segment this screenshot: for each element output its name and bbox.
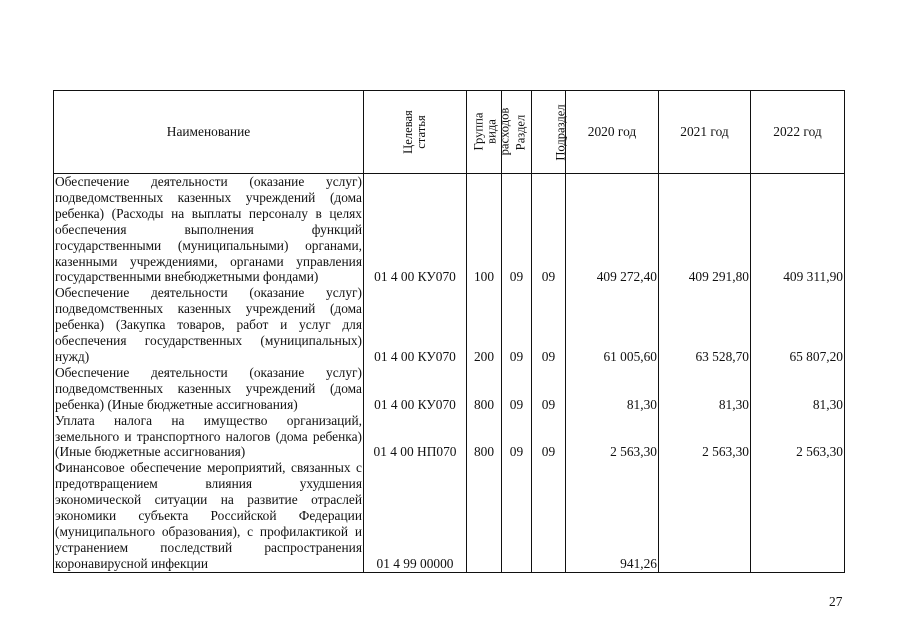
row-subsection: 09 xyxy=(532,365,566,413)
row-article: 01 4 00 КУ070 xyxy=(364,285,467,365)
header-2021: 2021 год xyxy=(659,91,751,174)
table-row xyxy=(54,413,845,461)
header-target-article-label: Целевая статья xyxy=(400,109,428,154)
header-section-label: Раздел xyxy=(513,114,528,151)
row-group xyxy=(467,460,502,572)
row-group: 800 xyxy=(467,365,502,413)
row-section: 09 xyxy=(502,285,532,365)
row-article: 01 4 00 НП070 xyxy=(364,413,467,461)
row-name: Обеспечение деятельности (оказание услуг) подведомственных казенных учреждений (дома ребенка) (Иные бюджетные ассигнования) xyxy=(55,364,362,412)
row-2020: 409 272,40 xyxy=(566,174,659,286)
row-2020: 2 563,30 xyxy=(566,413,659,461)
header-2022: 2022 год xyxy=(751,91,845,174)
row-2020: 61 005,60 xyxy=(566,285,659,365)
row-2022: 81,30 xyxy=(751,365,845,413)
row-group: 800 xyxy=(467,413,502,461)
header-subsection xyxy=(532,91,566,174)
budget-table xyxy=(53,90,845,573)
row-2021: 409 291,80 xyxy=(659,174,751,286)
header-expense-group xyxy=(467,91,512,174)
row-group: 100 xyxy=(467,174,502,286)
row-article: 01 4 00 КУ070 xyxy=(364,365,467,413)
row-subsection: 09 xyxy=(532,285,566,365)
table-row xyxy=(54,460,845,572)
row-section: 09 xyxy=(502,174,532,286)
header-name: Наименование xyxy=(54,91,364,174)
row-article: 01 4 00 КУ070 xyxy=(364,174,467,286)
row-2022 xyxy=(751,460,845,572)
row-2021: 81,30 xyxy=(659,365,751,413)
row-subsection: 09 xyxy=(532,413,566,461)
header-expense-group-label: Группа вида расходов xyxy=(471,107,512,156)
row-name: Обеспечение деятельности (оказание услуг) подведомственных казенных учреждений (дома ребенка) (Расходы на выплаты персоналу в целях обеспечения выполнения функций государственными (муниципальными) органами, казенными учреждениями, органами управления государственными внебюджетными фондами) xyxy=(55,174,362,285)
row-2022: 2 563,30 xyxy=(751,413,845,461)
row-2021: 63 528,70 xyxy=(659,285,751,365)
row-2021 xyxy=(659,460,751,572)
header-2020: 2020 год xyxy=(566,91,659,174)
table-row xyxy=(54,365,845,413)
row-2021: 2 563,30 xyxy=(659,413,751,461)
row-2020: 81,30 xyxy=(566,365,659,413)
row-name: Уплата налога на имущество организаций, земельного и транспортного налогов (дома ребенка) (Иные бюджетные ассигнования) xyxy=(55,412,362,460)
header-row xyxy=(54,91,845,174)
row-2022: 409 311,90 xyxy=(751,174,845,286)
row-2022: 65 807,20 xyxy=(751,285,845,365)
row-article: 01 4 99 00000 xyxy=(364,460,467,572)
page-number: 27 xyxy=(829,594,843,609)
row-subsection xyxy=(532,460,566,572)
row-section: 09 xyxy=(502,365,532,413)
header-subsection-label: Подраздел xyxy=(553,104,568,161)
row-2020: 941,26 xyxy=(566,460,659,572)
row-name: Финансовое обеспечение мероприятий, связанных с предотвращением влияния ухудшения экономической ситуации на развитие отраслей экономики субъекта Российской Федерации (муниципального образования), с профилактикой и устранением последствий распространения коронавирусной инфекции xyxy=(55,460,362,571)
header-target-article xyxy=(364,91,467,174)
row-section xyxy=(502,460,532,572)
row-section: 09 xyxy=(502,413,532,461)
row-name: Обеспечение деятельности (оказание услуг) подведомственных казенных учреждений (дома ребенка) (Закупка товаров, работ и услуг для обеспечения государственных (муниципальных) нужд) xyxy=(55,285,362,364)
table-row xyxy=(54,285,845,365)
row-subsection: 09 xyxy=(532,174,566,286)
row-group: 200 xyxy=(467,285,502,365)
table-row xyxy=(54,174,845,286)
